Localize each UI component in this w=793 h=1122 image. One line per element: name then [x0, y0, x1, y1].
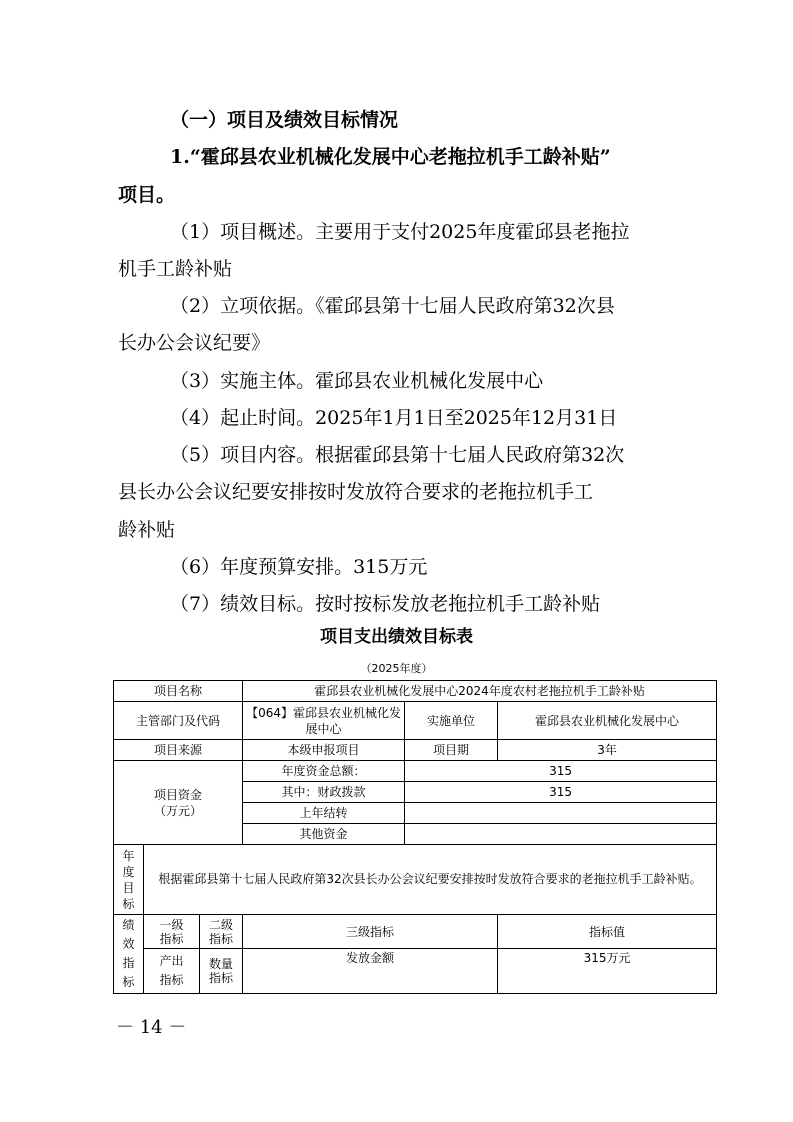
funds-total-label: 年度资金总额： — [243, 761, 405, 782]
project-name-label: 项目名称 — [114, 681, 243, 702]
funds-label-cell — [114, 761, 243, 845]
project-name-value: 霍邱县农业机械化发展中心2024年度农村老拖拉机手工龄补贴 — [243, 681, 717, 702]
page-number: － 14 － — [116, 1017, 187, 1038]
col-level3-header: 三级指标 — [243, 915, 498, 949]
performance-target-table — [113, 680, 717, 994]
row-level1 — [144, 949, 200, 994]
row-level2-text: 数量指标 — [209, 957, 234, 985]
para-budget: （6）年度预算安排。315万元 — [170, 556, 428, 578]
para-basis-cont: 长办公会议纪要》 — [118, 332, 271, 354]
para-content: （5）项目内容。根据霍邱县第十七届人民政府第32次 — [170, 444, 625, 466]
dept-value: 【064】霍邱县农业机械化发展中心 — [243, 702, 405, 740]
perf-indicator-label-text: 绩效指标 — [122, 918, 135, 989]
funds-carryover-label: 上年结转 — [243, 803, 405, 824]
source-label: 项目来源 — [114, 740, 243, 761]
impl-label: 实施单位 — [405, 702, 498, 740]
table-title: 项目支出绩效目标表 — [320, 627, 473, 647]
perf-indicator-label — [114, 915, 144, 994]
row-value: 315万元 — [498, 949, 717, 994]
row-level1-text: 产出指标 — [159, 954, 184, 987]
funds-fiscal-label: 其中：财政拨款 — [243, 782, 405, 803]
para-basis: （2）立项依据。《霍邱县第十七届人民政府第32次县 — [170, 295, 615, 317]
impl-value: 霍邱县农业机械化发展中心 — [498, 702, 717, 740]
col-level1-header — [144, 915, 200, 949]
para-content-cont2: 龄补贴 — [118, 519, 176, 541]
para-content-cont1: 县长办公会议纪要安排按时发放符合要求的老拖拉机手工 — [118, 481, 594, 503]
row-level3: 发放金额 — [243, 949, 498, 994]
col-value-header: 指标值 — [498, 915, 717, 949]
project-title-line1: 1.“霍邱县农业机械化发展中心老拖拉机手工龄补贴” — [170, 146, 611, 168]
para-period: （4）起止时间。2025年1月1日至2025年12月31日 — [170, 407, 618, 429]
funds-fiscal-value: 315 — [405, 782, 717, 803]
col-level1-text: 一级指标 — [159, 917, 184, 946]
annual-goal-text: 根据霍邱县第十七届人民政府第32次县长办公会议纪要安排按时发放符合要求的老拖拉机手工龄补贴。 — [144, 845, 717, 915]
para-overview: （1）项目概述。主要用于支付2025年度霍邱县老拖拉 — [170, 221, 630, 243]
col-level2-text: 二级指标 — [209, 917, 234, 946]
para-overview-cont: 机手工龄补贴 — [118, 258, 233, 280]
period-value: 3年 — [498, 740, 717, 761]
annual-goal-label — [114, 845, 144, 915]
funds-other-value — [405, 824, 717, 845]
table-year-note: （2025年度） — [360, 662, 433, 675]
annual-goal-label-text: 年度目标 — [122, 848, 135, 911]
funds-carryover-value — [405, 803, 717, 824]
para-entity: （3）实施主体。霍邱县农业机械化发展中心 — [170, 370, 544, 392]
funds-other-label: 其他资金 — [243, 824, 405, 845]
dept-label: 主管部门及代码 — [114, 702, 243, 740]
col-level2-header — [200, 915, 243, 949]
para-goal: （7）绩效目标。按时按标发放老拖拉机手工龄补贴 — [170, 593, 601, 615]
section-heading: （一）项目及绩效目标情况 — [170, 109, 399, 131]
funds-label: 项目资金 — [154, 787, 203, 802]
period-label: 项目期 — [405, 740, 498, 761]
source-value: 本级申报项目 — [243, 740, 405, 761]
project-title-line2: 项目。 — [118, 184, 176, 206]
funds-total-value: 315 — [405, 761, 717, 782]
row-level2 — [200, 949, 243, 994]
funds-unit: （万元） — [154, 803, 203, 818]
